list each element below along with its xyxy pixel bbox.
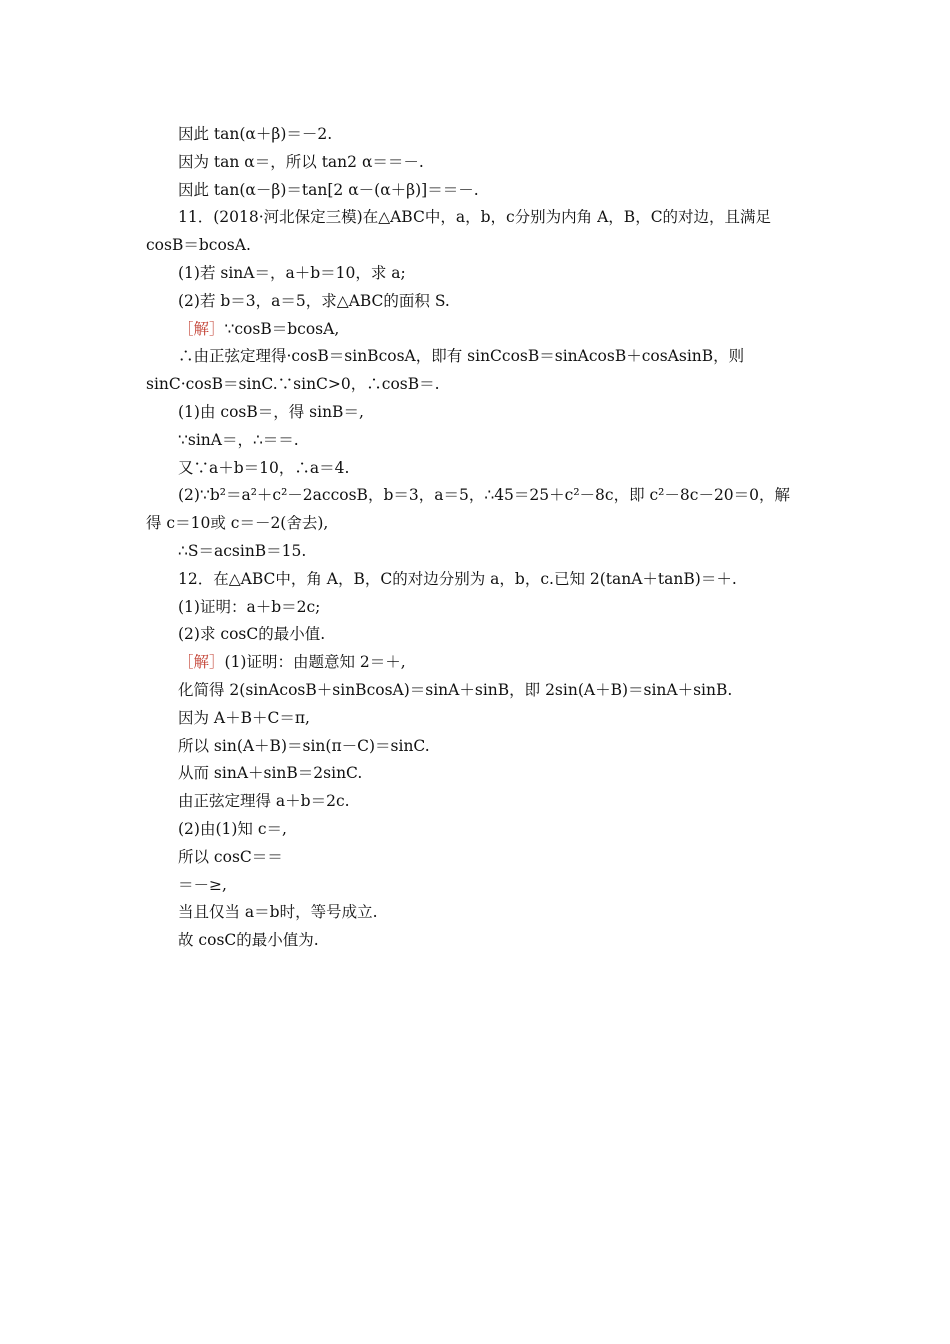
solution-tag: ［解］ [178,319,225,338]
text-line [0,678,950,702]
text-line [0,567,950,591]
line-text: 得 c＝10或 c＝－2(舍去), [146,514,329,533]
text-line [0,845,950,869]
text-line [0,317,950,341]
line-text: ∴S＝acsinB＝15. [178,542,307,560]
line-text: 因为 tan α＝，所以 tan2 α＝＝－. [178,152,424,171]
line-text: ∵sinA＝，∴＝＝. [178,430,299,449]
text-line [0,734,950,758]
line-text: (1)由 cosB＝，得 sinB＝, [178,403,364,421]
text-line [0,178,950,202]
line-text: ∴由正弦定理得·cosB＝sinBcosA，即有 sinCcosB＝sinAcosB＋cosAsinB，则 [178,347,745,366]
text-line [0,761,950,785]
text-line [0,233,950,257]
text-line [0,595,950,619]
line-text: (2)∵b²＝a²＋c²－2accosB，b＝3，a＝5，∴45＝25＋c²－8c，即 c²－8c－20＝0，解 [178,486,791,505]
line-text: 因此 tan(α＋β)＝－2. [178,125,333,143]
line-text: ∵cosB＝bcosA, [224,319,340,338]
line-text: 化简得 2(sinAcosB＋sinBcosA)＝sinA＋sinB，即 2sin(A＋B)＝sinA＋sinB. [178,681,733,699]
text-line [0,483,950,507]
text-line [0,289,950,313]
line-text: 所以 sin(A＋B)＝sin(π－C)＝sinC. [178,736,430,755]
line-text: (1)若 sinA＝，a＋b＝10，求 a; [178,264,406,282]
line-text: (1)证明：由题意知 2＝＋, [224,653,406,672]
line-text: 又∵a＋b＝10，∴a＝4. [178,458,350,477]
text-line [0,372,950,396]
line-text: (2)求 cosC的最小值. [178,625,326,644]
line-text: 11．(2018·河北保定三模)在△ABC中，a，b，c分别为内角 A，B，C的对边，且满足 [178,208,772,227]
text-line [0,928,950,952]
solution-tag: ［解］ [178,653,225,672]
text-line [0,400,950,424]
line-text: 当且仅当 a＝b时，等号成立. [178,903,378,922]
text-line [0,511,950,535]
line-text: (2)由(1)知 c＝, [178,820,287,838]
line-text: 12．在△ABC中，角 A，B，C的对边分别为 a，b，c.已知 2(tanA＋tanB)＝＋. [178,569,737,588]
line-text: 因此 tan(α－β)＝tan[2 α－(α＋β)]＝＝－. [178,180,479,199]
text-line [0,344,950,368]
line-text: (2)若 b＝3，a＝5，求△ABC的面积 S. [178,291,450,310]
text-line [0,873,950,897]
text-line [0,650,950,674]
text-line [0,706,950,730]
line-text: 由正弦定理得 a＋b＝2c. [178,792,350,811]
line-text: cosB＝bcosA. [146,236,251,255]
text-line [0,456,950,480]
text-line [0,150,950,174]
text-line [0,122,950,146]
text-line [0,789,950,813]
text-line [0,900,950,924]
line-text: 因为 A＋B＋C＝π, [178,708,310,727]
line-text: sinC·cosB＝sinC.∵sinC>0，∴cosB＝. [146,375,440,394]
line-text: 从而 sinA＋sinB＝2sinC. [178,764,363,783]
text-line [0,261,950,285]
line-text: 所以 cosC＝＝ [178,847,283,866]
text-line [0,428,950,452]
text-line [0,817,950,841]
line-text: 故 cosC的最小值为. [178,931,319,950]
text-line [0,622,950,646]
line-text: ＝－≥, [178,875,227,894]
text-line [0,539,950,563]
line-text: (1)证明：a＋b＝2c; [178,597,321,616]
text-line [0,205,950,229]
